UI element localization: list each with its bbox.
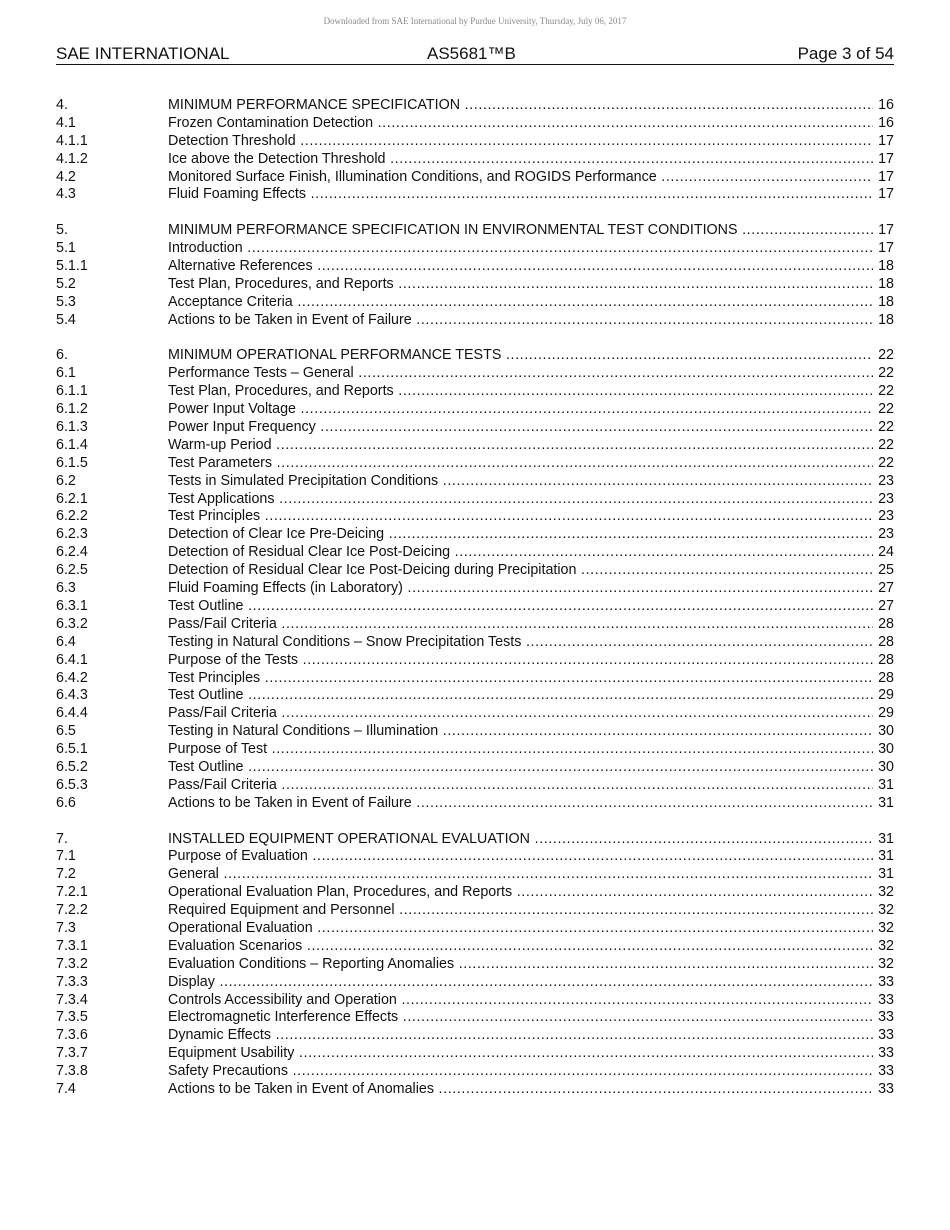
toc-entry[interactable]	[56, 758, 894, 777]
toc-entry-number: 4.1.1	[56, 132, 88, 149]
toc-entry-number: 6.2.5	[56, 562, 88, 579]
toc-entry-number: 6.	[56, 347, 68, 364]
toc-entry[interactable]	[56, 311, 894, 330]
toc-entry[interactable]	[56, 240, 894, 258]
toc-entry-title: Dynamic Effects .....	[168, 1027, 873, 1045]
toc-entry-title: Monitored Surface Finish, Illumination Conditions, and ROGIDS Performance .....	[168, 169, 873, 187]
toc-section-group	[56, 97, 894, 204]
toc-entry-page: 31	[878, 848, 894, 865]
toc-entry-number: 7.2.1	[56, 884, 88, 901]
toc-entry-number: 6.2.2	[56, 508, 88, 525]
toc-entry-title: Tests in Simulated Precipitation Conditions .....	[168, 473, 873, 491]
toc-entry-page: 25	[878, 562, 894, 579]
toc-entry-title: Test Principles .....	[168, 670, 873, 688]
toc-entry-number: 4.1.2	[56, 150, 88, 167]
toc-entry-title: Display .....	[168, 974, 873, 992]
toc-entry-page: 24	[878, 544, 894, 561]
toc-entry-page: 16	[878, 97, 894, 113]
toc-entry-title: Actions to be Taken in Event of Failure .....	[168, 312, 873, 330]
toc-entry-page: 22	[878, 436, 894, 453]
toc-entry[interactable]	[56, 830, 894, 849]
toc-entry-number: 5.4	[56, 311, 76, 328]
toc-entry-number: 4.1	[56, 114, 76, 131]
toc-entry-number: 6.2.3	[56, 526, 88, 543]
toc-entry-title: Operational Evaluation .....	[168, 920, 873, 938]
toc-entry-title: Test Principles .....	[168, 508, 873, 526]
toc-entry-number: 5.	[56, 222, 68, 239]
toc-entry[interactable]	[56, 955, 894, 974]
toc-entry-number: 6.2	[56, 472, 76, 489]
toc-entry[interactable]	[56, 937, 894, 956]
toc-entry-page: 22	[878, 454, 894, 471]
toc-section-group	[56, 830, 894, 1099]
toc-entry-number: 6.5	[56, 723, 76, 740]
toc-entry-number: 7.2.2	[56, 902, 88, 919]
toc-entry[interactable]	[56, 436, 894, 455]
toc-entry[interactable]	[56, 794, 894, 813]
toc-entry-number: 5.3	[56, 293, 76, 310]
toc-entry[interactable]	[56, 419, 894, 437]
toc-entry-number: 5.1.1	[56, 258, 88, 275]
toc-entry-title: Test Applications .....	[168, 491, 873, 509]
toc-entry[interactable]	[56, 741, 894, 759]
toc-entry-title: Purpose of Test .....	[168, 741, 873, 759]
toc-entry[interactable]	[56, 651, 894, 670]
toc-entry-page: 33	[878, 1027, 894, 1044]
toc-entry-page: 18	[878, 293, 894, 310]
toc-entry-number: 6.6	[56, 794, 76, 811]
toc-entry-number: 6.5.1	[56, 741, 88, 758]
toc-entry[interactable]	[56, 168, 894, 187]
toc-entry-number: 7.4	[56, 1080, 76, 1097]
toc-entry-number: 7.3.5	[56, 1009, 88, 1026]
toc-entry-number: 7.3.8	[56, 1063, 88, 1080]
toc-entry-title: Introduction .....	[168, 240, 873, 258]
toc-entry-page: 23	[878, 490, 894, 507]
toc-entry-number: 4.2	[56, 168, 76, 185]
toc-entry[interactable]	[56, 401, 894, 419]
toc-entry-page: 17	[878, 240, 894, 257]
toc-entry-title: Fluid Foaming Effects (in Laboratory) .....	[168, 580, 873, 598]
toc-entry-title: MINIMUM OPERATIONAL PERFORMANCE TESTS .....	[168, 347, 873, 365]
toc-entry-title: Electromagnetic Interference Effects .....	[168, 1009, 873, 1027]
toc-entry-title: Frozen Contamination Detection .....	[168, 115, 873, 133]
toc-entry-page: 22	[878, 419, 894, 436]
toc-entry-title: Evaluation Conditions – Reporting Anomalies .....	[168, 956, 873, 974]
toc-entry-page: 18	[878, 275, 894, 292]
toc-entry-title: INSTALLED EQUIPMENT OPERATIONAL EVALUATION .....	[168, 831, 873, 849]
toc-section-group	[56, 222, 894, 329]
toc-entry-page: 30	[878, 741, 894, 758]
toc-entry-title: Test Outline .....	[168, 759, 873, 777]
toc-entry-number: 6.2.1	[56, 490, 88, 507]
toc-entry[interactable]	[56, 114, 894, 133]
toc-entry-title: Test Outline .....	[168, 687, 873, 705]
toc-entry-page: 33	[878, 973, 894, 990]
toc-entry[interactable]	[56, 132, 894, 151]
toc-entry-page: 33	[878, 1080, 894, 1097]
toc-entry-page: 16	[878, 114, 894, 131]
toc-entry-number: 7.3.6	[56, 1027, 88, 1044]
toc-entry-title: Test Outline .....	[168, 598, 873, 616]
toc-entry-page: 23	[878, 508, 894, 525]
toc-entry-number: 6.4	[56, 633, 76, 650]
toc-entry[interactable]	[56, 258, 894, 276]
toc-entry-number: 6.1	[56, 365, 76, 382]
toc-entry-title: Power Input Frequency .....	[168, 419, 873, 437]
toc-entry[interactable]	[56, 1045, 894, 1063]
toc-entry-title: Pass/Fail Criteria .....	[168, 705, 873, 723]
toc-entry-number: 7.3.2	[56, 955, 88, 972]
toc-entry-page: 22	[878, 383, 894, 400]
toc-entry[interactable]	[56, 347, 894, 365]
toc-entry-title: Warm-up Period .....	[168, 437, 873, 455]
toc-entry-page: 33	[878, 1009, 894, 1026]
toc-entry[interactable]	[56, 472, 894, 491]
header-page-number: Page 3 of 54	[797, 44, 894, 63]
toc-entry[interactable]	[56, 902, 894, 920]
toc-section-group	[56, 347, 894, 812]
toc-entry[interactable]	[56, 222, 894, 240]
toc-entry-page: 33	[878, 1063, 894, 1080]
toc-entry-page: 32	[878, 955, 894, 972]
toc-entry[interactable]	[56, 597, 894, 616]
toc-entry-number: 7.3.3	[56, 973, 88, 990]
toc-entry[interactable]	[56, 848, 894, 866]
toc-entry-title: Pass/Fail Criteria .....	[168, 777, 873, 795]
toc-entry-page: 28	[878, 633, 894, 650]
toc-entry-page: 17	[878, 168, 894, 185]
toc-entry-title: MINIMUM PERFORMANCE SPECIFICATION IN ENVIRONMENTAL TEST CONDITIONS .....	[168, 222, 873, 240]
toc-entry-title: Detection of Residual Clear Ice Post-Deicing during Precipitation .....	[168, 562, 873, 580]
toc-entry-title: Safety Precautions .....	[168, 1063, 873, 1081]
toc-entry[interactable]	[56, 562, 894, 580]
toc-entry[interactable]	[56, 919, 894, 938]
toc-entry-number: 7.3	[56, 919, 76, 936]
toc-entry-page: 17	[878, 186, 894, 203]
toc-entry-title: Acceptance Criteria .....	[168, 294, 873, 312]
toc-entry[interactable]	[56, 633, 894, 652]
toc-entry-number: 4.3	[56, 186, 76, 203]
toc-entry[interactable]	[56, 150, 894, 169]
toc-entry-number: 6.5.2	[56, 758, 88, 775]
toc-entry-page: 22	[878, 347, 894, 364]
toc-entry[interactable]	[56, 454, 894, 473]
toc-entry-page: 31	[878, 866, 894, 883]
toc-entry[interactable]	[56, 275, 894, 294]
toc-entry-title: Evaluation Scenarios .....	[168, 938, 873, 956]
toc-entry-title: Pass/Fail Criteria .....	[168, 616, 873, 634]
toc-entry-number: 6.3.2	[56, 615, 88, 632]
toc-entry-page: 29	[878, 687, 894, 704]
toc-entry-page: 29	[878, 705, 894, 722]
toc-entry-number: 4.	[56, 97, 68, 113]
toc-entry-page: 27	[878, 580, 894, 597]
toc-entry-page: 17	[878, 150, 894, 167]
toc-entry[interactable]	[56, 383, 894, 401]
toc-entry-title: Fluid Foaming Effects .....	[168, 186, 873, 204]
toc-entry[interactable]	[56, 526, 894, 544]
toc-entry[interactable]	[56, 1063, 894, 1081]
table-of-contents	[56, 97, 894, 1117]
toc-entry-title: MINIMUM PERFORMANCE SPECIFICATION .....	[168, 97, 873, 115]
toc-entry-title: Ice above the Detection Threshold .....	[168, 151, 873, 169]
toc-entry[interactable]	[56, 544, 894, 562]
toc-entry-page: 32	[878, 902, 894, 919]
toc-entry-title: Detection of Residual Clear Ice Post-Deicing .....	[168, 544, 873, 562]
toc-entry[interactable]	[56, 186, 894, 204]
toc-entry[interactable]	[56, 884, 894, 902]
toc-entry-title: Operational Evaluation Plan, Procedures, and Reports .....	[168, 884, 873, 902]
toc-entry-number: 7.1	[56, 848, 76, 865]
toc-entry-title: Testing in Natural Conditions – Snow Precipitation Tests .....	[168, 634, 873, 652]
toc-entry-page: 28	[878, 615, 894, 632]
toc-entry-number: 6.2.4	[56, 544, 88, 561]
toc-entry-number: 6.3	[56, 580, 76, 597]
toc-entry-page: 32	[878, 937, 894, 954]
toc-entry-number: 6.1.3	[56, 419, 88, 436]
toc-entry-number: 6.4.2	[56, 669, 88, 686]
toc-entry[interactable]	[56, 866, 894, 884]
toc-entry-number: 7.3.7	[56, 1045, 88, 1062]
toc-entry-title: Detection of Clear Ice Pre-Deicing .....	[168, 526, 873, 544]
toc-entry-title: General .....	[168, 866, 873, 884]
toc-entry-number: 6.3.1	[56, 597, 88, 614]
page-header	[56, 44, 894, 65]
toc-entry-page: 22	[878, 401, 894, 418]
toc-entry-page: 22	[878, 365, 894, 382]
toc-entry-page: 27	[878, 597, 894, 614]
toc-entry-title: Actions to be Taken in Event of Failure .....	[168, 795, 873, 813]
toc-entry[interactable]	[56, 293, 894, 312]
download-watermark: Downloaded from SAE International by Purdue University, Thursday, July 06, 2017	[323, 16, 627, 26]
toc-entry[interactable]	[56, 991, 894, 1010]
toc-entry[interactable]	[56, 669, 894, 688]
toc-entry[interactable]	[56, 508, 894, 526]
toc-entry-page: 17	[878, 222, 894, 239]
toc-entry[interactable]	[56, 1080, 894, 1099]
toc-entry-page: 18	[878, 311, 894, 328]
toc-entry-title: Test Parameters .....	[168, 455, 873, 473]
toc-entry-number: 6.5.3	[56, 776, 88, 793]
toc-entry-page: 28	[878, 669, 894, 686]
toc-entry[interactable]	[56, 973, 894, 992]
toc-entry-title: Alternative References .....	[168, 258, 873, 276]
toc-entry[interactable]	[56, 687, 894, 705]
toc-entry-title: Equipment Usability .....	[168, 1045, 873, 1063]
toc-entry-title: Performance Tests – General .....	[168, 365, 873, 383]
toc-entry-page: 33	[878, 991, 894, 1008]
toc-entry[interactable]	[56, 1027, 894, 1045]
toc-entry-page: 23	[878, 472, 894, 489]
toc-entry-page: 30	[878, 723, 894, 740]
toc-entry-page: 28	[878, 651, 894, 668]
toc-entry[interactable]	[56, 365, 894, 383]
toc-entry-page: 31	[878, 830, 894, 847]
toc-entry[interactable]	[56, 776, 894, 795]
toc-entry-page: 32	[878, 884, 894, 901]
toc-entry[interactable]	[56, 723, 894, 741]
toc-entry-number: 6.1.2	[56, 401, 88, 418]
toc-entry-page: 33	[878, 1045, 894, 1062]
toc-entry-page: 32	[878, 919, 894, 936]
toc-entry-title: Actions to be Taken in Event of Anomalies .....	[168, 1081, 873, 1099]
toc-entry-page: 31	[878, 794, 894, 811]
toc-entry-number: 5.2	[56, 275, 76, 292]
toc-entry[interactable]	[56, 705, 894, 723]
toc-entry-number: 7.3.1	[56, 937, 88, 954]
toc-entry-title: Testing in Natural Conditions – Illumination .....	[168, 723, 873, 741]
toc-entry-page: 31	[878, 776, 894, 793]
toc-entry[interactable]	[56, 615, 894, 634]
toc-entry-number: 7.2	[56, 866, 76, 883]
toc-entry-number: 6.1.4	[56, 436, 88, 453]
toc-entry-number: 6.4.4	[56, 705, 88, 722]
toc-entry-number: 6.1.1	[56, 383, 88, 400]
toc-entry-number: 7.	[56, 830, 68, 847]
toc-entry-title: Purpose of Evaluation .....	[168, 848, 873, 866]
toc-entry-title: Required Equipment and Personnel .....	[168, 902, 873, 920]
toc-entry-page: 17	[878, 132, 894, 149]
toc-entry-title: Test Plan, Procedures, and Reports .....	[168, 276, 873, 294]
toc-entry-number: 5.1	[56, 240, 76, 257]
toc-entry-title: Detection Threshold .....	[168, 133, 873, 151]
toc-entry[interactable]	[56, 490, 894, 509]
header-organization: SAE INTERNATIONAL	[56, 44, 230, 63]
toc-entry-number: 6.1.5	[56, 454, 88, 471]
toc-entry-page: 23	[878, 526, 894, 543]
toc-entry-number: 6.4.3	[56, 687, 88, 704]
toc-entry[interactable]	[56, 580, 894, 598]
toc-entry[interactable]	[56, 1009, 894, 1027]
toc-entry-title: Test Plan, Procedures, and Reports .....	[168, 383, 873, 401]
toc-entry-title: Controls Accessibility and Operation .....	[168, 992, 873, 1010]
toc-entry-page: 18	[878, 258, 894, 275]
toc-entry[interactable]	[56, 97, 894, 115]
toc-entry-number: 7.3.4	[56, 991, 88, 1008]
toc-entry-title: Purpose of the Tests .....	[168, 652, 873, 670]
toc-entry-page: 30	[878, 758, 894, 775]
toc-entry-number: 6.4.1	[56, 651, 88, 668]
header-document-id: AS5681™B	[427, 44, 516, 63]
toc-entry-title: Power Input Voltage .....	[168, 401, 873, 419]
